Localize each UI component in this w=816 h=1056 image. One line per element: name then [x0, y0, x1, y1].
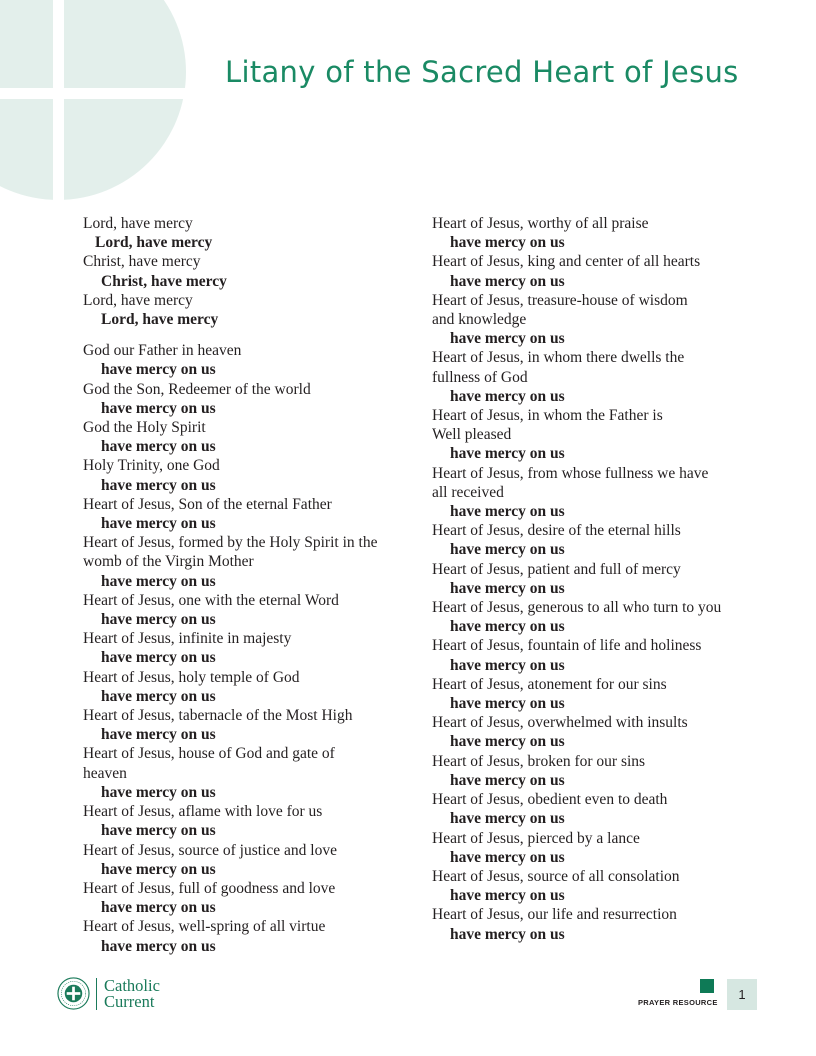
- response-line: have mercy on us: [101, 899, 216, 917]
- invocation-line: God the Holy Spirit: [83, 419, 206, 437]
- response-line: have mercy on us: [101, 572, 216, 590]
- invocation-line: Heart of Jesus, Son of the eternal Father: [83, 495, 332, 513]
- invocation-line: Holy Trinity, one God: [83, 457, 220, 475]
- bishops-seal-icon: [57, 977, 90, 1010]
- response-line: have mercy on us: [450, 234, 565, 252]
- response-line: have mercy on us: [450, 733, 565, 751]
- logo-divider: [96, 978, 97, 1010]
- invocation-line: God our Father in heaven: [83, 342, 242, 360]
- opening-invocation: Lord, have mercy: [83, 215, 193, 232]
- response-line: have mercy on us: [450, 330, 565, 348]
- invocation-line: all received: [432, 483, 504, 501]
- invocation-line: Heart of Jesus, worthy of all praise: [432, 215, 649, 232]
- invocation-line: Heart of Jesus, from whose fullness we have: [432, 464, 709, 482]
- invocation-line: Heart of Jesus, treasure-house of wisdom: [432, 291, 688, 309]
- invocation-line: Heart of Jesus, our life and resurrection: [432, 906, 677, 924]
- opening-response: Christ, have mercy: [101, 272, 227, 290]
- opening-response: Lord, have mercy: [95, 234, 213, 252]
- response-line: have mercy on us: [450, 848, 565, 866]
- response-line: have mercy on us: [450, 656, 565, 674]
- response-line: have mercy on us: [101, 860, 216, 878]
- invocation-line: womb of the Virgin Mother: [83, 553, 254, 571]
- invocation-line: Heart of Jesus, fountain of life and holiness: [432, 637, 702, 655]
- invocation-line: Heart of Jesus, formed by the Holy Spirit in the: [83, 534, 378, 552]
- response-line: have mercy on us: [101, 822, 216, 840]
- invocation-line: Heart of Jesus, infinite in majesty: [83, 630, 292, 648]
- response-line: have mercy on us: [101, 726, 216, 744]
- response-line: have mercy on us: [450, 503, 565, 521]
- invocation-line: Heart of Jesus, pierced by a lance: [432, 829, 640, 847]
- invocation-line: Heart of Jesus, patient and full of mercy: [432, 560, 681, 578]
- invocation-line: Heart of Jesus, house of God and gate of: [83, 745, 335, 763]
- response-line: have mercy on us: [450, 541, 565, 559]
- invocation-line: Heart of Jesus, broken for our sins: [432, 752, 646, 770]
- opening-invocation: Lord, have mercy: [83, 291, 193, 309]
- brand-line-1: Catholic: [104, 975, 160, 995]
- accent-square: [700, 979, 714, 993]
- invocation-line: Heart of Jesus, full of goodness and love: [83, 879, 336, 897]
- invocation-line: fullness of God: [432, 368, 528, 386]
- invocation-line: Heart of Jesus, source of all consolation: [432, 867, 680, 885]
- invocation-line: Heart of Jesus, aflame with love for us: [83, 803, 323, 821]
- response-line: have mercy on us: [450, 771, 565, 789]
- section-gap: [83, 329, 418, 341]
- catholic-current-logo: [57, 977, 160, 1010]
- response-line: have mercy on us: [101, 476, 216, 494]
- invocation-line: Heart of Jesus, king and center of all hearts: [432, 253, 701, 271]
- response-line: have mercy on us: [101, 399, 216, 417]
- invocation-line: God the Son, Redeemer of the world: [83, 380, 311, 398]
- invocation-line: Heart of Jesus, well-spring of all virtue: [83, 918, 326, 936]
- prayer-resource-label: PRAYER RESOURCE: [638, 998, 718, 1007]
- response-line: have mercy on us: [101, 515, 216, 533]
- response-line: have mercy on us: [101, 611, 216, 629]
- response-line: have mercy on us: [450, 618, 565, 636]
- response-line: have mercy on us: [450, 272, 565, 290]
- invocation-line: and knowledge: [432, 311, 527, 329]
- response-line: have mercy on us: [101, 687, 216, 705]
- page-number: 1: [727, 979, 757, 1010]
- cross-circle-decoration: [0, 0, 200, 200]
- response-line: have mercy on us: [101, 361, 216, 379]
- response-line: have mercy on us: [450, 445, 565, 463]
- invocation-line: Heart of Jesus, tabernacle of the Most High: [83, 707, 353, 725]
- invocation-line: Heart of Jesus, desire of the eternal hills: [432, 522, 681, 540]
- invocation-line: Heart of Jesus, in whom there dwells the: [432, 349, 685, 367]
- invocation-line: Well pleased: [432, 426, 512, 444]
- response-line: have mercy on us: [450, 887, 565, 905]
- response-line: have mercy on us: [101, 783, 216, 801]
- invocation-line: Heart of Jesus, in whom the Father is: [432, 407, 663, 425]
- invocation-line: Heart of Jesus, source of justice and love: [83, 841, 337, 859]
- response-line: have mercy on us: [450, 579, 565, 597]
- response-line: have mercy on us: [101, 649, 216, 667]
- brand-name: [104, 975, 160, 1011]
- invocation-line: Heart of Jesus, overwhelmed with insults: [432, 714, 688, 732]
- left-invocation-list: [83, 341, 418, 956]
- invocation-line: Heart of Jesus, holy temple of God: [83, 668, 300, 686]
- opening-section: [83, 214, 418, 329]
- response-line: have mercy on us: [450, 387, 565, 405]
- right-invocation-list: [432, 214, 762, 944]
- brand-line-2: Current: [104, 991, 155, 1011]
- invocation-line: Heart of Jesus, obedient even to death: [432, 791, 668, 809]
- opening-response: Lord, have mercy: [101, 311, 219, 329]
- opening-invocation: Christ, have mercy: [83, 253, 201, 271]
- response-line: have mercy on us: [450, 810, 565, 828]
- invocation-line: Heart of Jesus, generous to all who turn to you: [432, 599, 722, 617]
- response-line: have mercy on us: [450, 925, 565, 943]
- response-line: have mercy on us: [101, 937, 216, 955]
- left-column: [83, 214, 418, 956]
- invocation-line: Heart of Jesus, one with the eternal Word: [83, 591, 339, 609]
- right-column: [432, 214, 762, 944]
- invocation-line: Heart of Jesus, atonement for our sins: [432, 675, 667, 693]
- response-line: have mercy on us: [450, 695, 565, 713]
- invocation-line: heaven: [83, 764, 127, 782]
- response-line: have mercy on us: [101, 438, 216, 456]
- page-title: Litany of the Sacred Heart of Jesus: [225, 55, 739, 89]
